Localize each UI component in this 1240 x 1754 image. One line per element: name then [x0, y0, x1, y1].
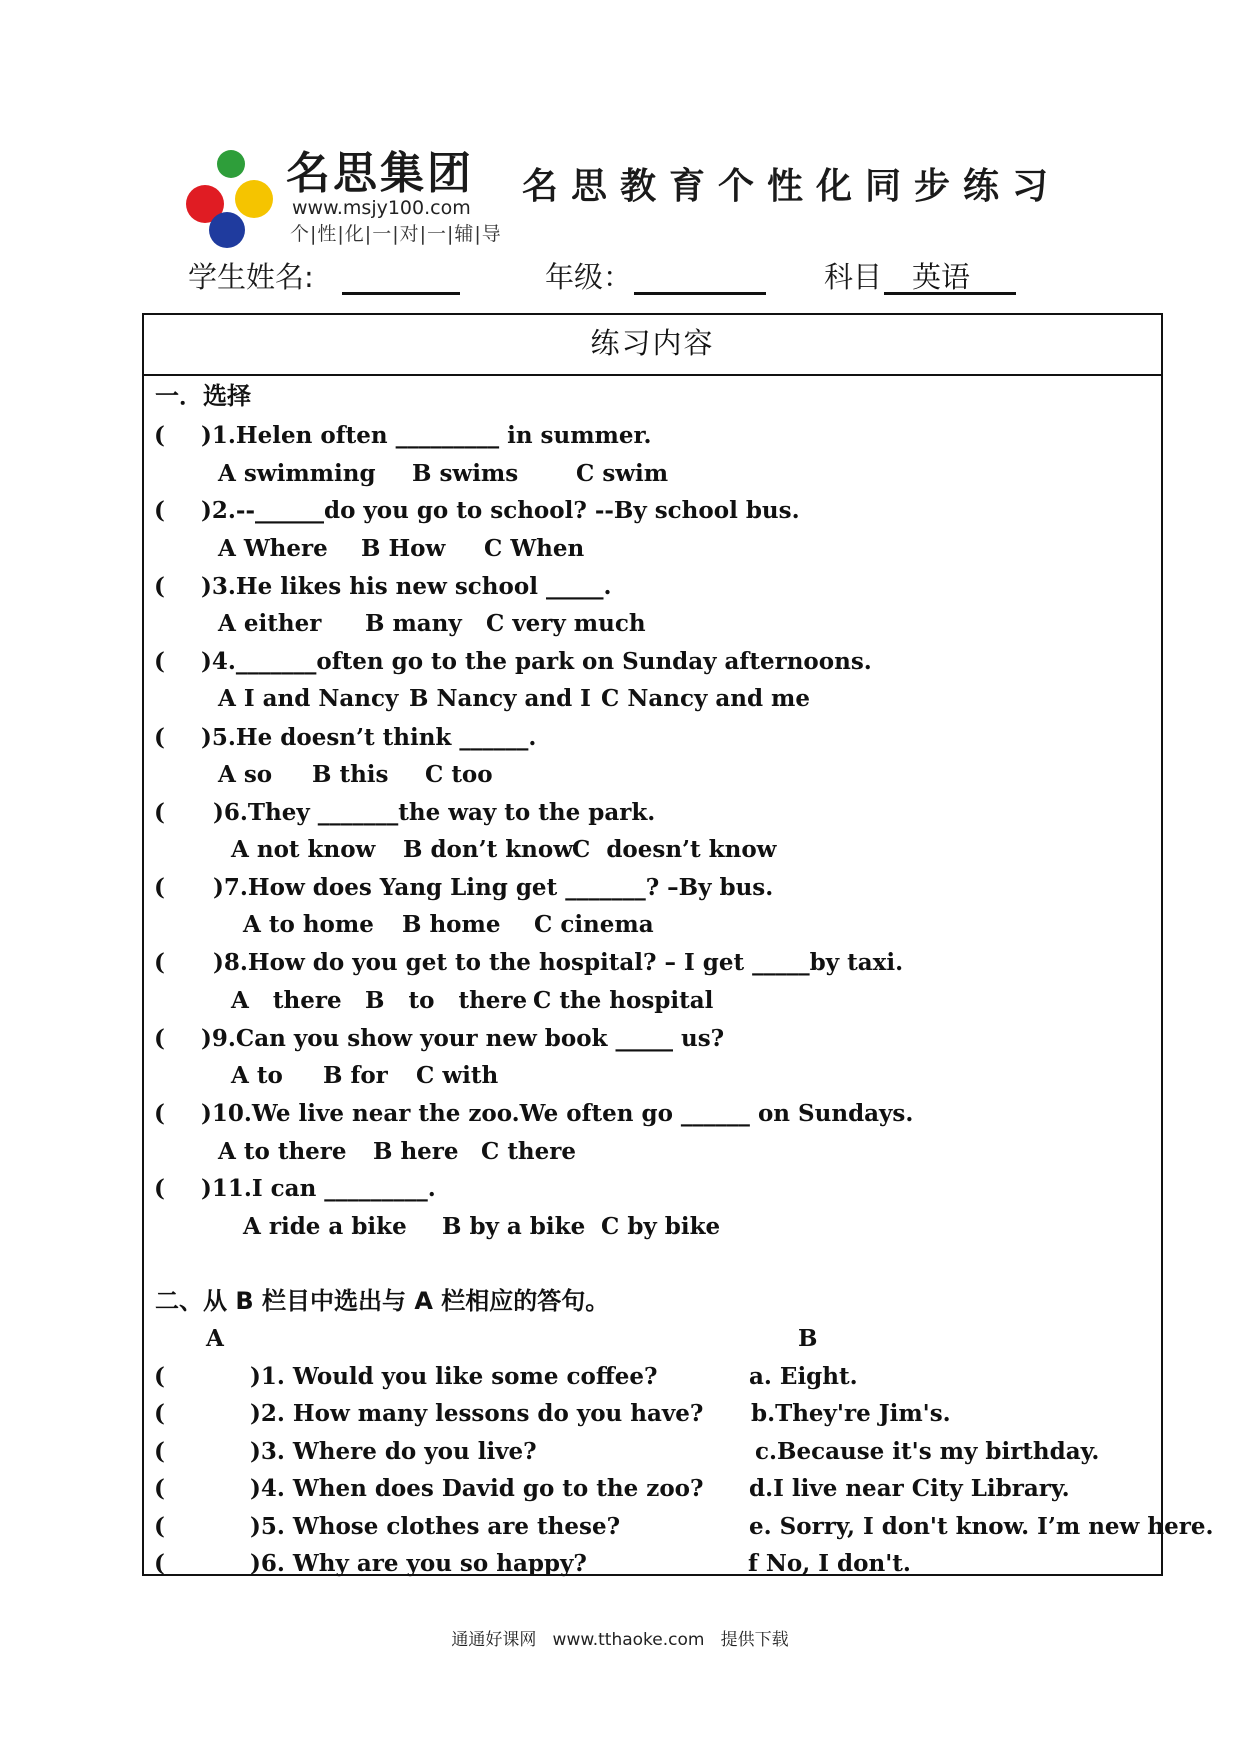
option-a: A either [218, 610, 322, 637]
option-a: A I and Nancy [218, 685, 399, 712]
option-b: B by a bike [442, 1213, 586, 1240]
option-b: B swims [412, 460, 519, 487]
grade-blank [634, 292, 766, 295]
option-c: C too [425, 761, 493, 788]
answer-paren: ( [154, 422, 165, 449]
question-text: )1.Helen often _________ in summer. [201, 422, 652, 449]
student-name-blank [342, 292, 460, 295]
option-a: A to home [243, 911, 374, 938]
option-a: A ride a bike [243, 1213, 407, 1240]
option-b: B here [373, 1138, 459, 1165]
match-answer: f No, I don't. [748, 1550, 911, 1577]
option-a: A Where [218, 535, 328, 562]
option-b: B for [323, 1062, 388, 1089]
logo-green-dot [217, 150, 245, 178]
footer-credit: 通通好课网 www.tthaoke.com 提供下载 [451, 1630, 789, 1650]
section-1-title: 一．选择 [155, 382, 251, 410]
answer-paren: ( [154, 1513, 165, 1540]
answer-paren: ( [154, 799, 165, 826]
section-2-title: 二、从 B 栏目中选出与 A 栏相应的答句。 [155, 1287, 610, 1315]
logo-icon [186, 150, 276, 248]
question-text: )9.Can you show your new book _____ us? [201, 1025, 725, 1052]
option-a: A to there [218, 1138, 347, 1165]
question-text: )6.They _______the way to the park. [213, 799, 656, 826]
match-question: )3. Where do you live? [250, 1438, 537, 1465]
question-text: )3.He likes his new school _____. [201, 573, 612, 600]
match-question: )5. Whose clothes are these? [250, 1513, 621, 1540]
answer-paren: ( [154, 1100, 165, 1127]
option-b: B home [402, 911, 501, 938]
answer-paren: ( [154, 1363, 165, 1390]
option-b: B Nancy and I [409, 685, 591, 712]
answer-paren: ( [154, 1475, 165, 1502]
match-question: )6. Why are you so happy? [250, 1550, 587, 1577]
answer-paren: ( [154, 874, 165, 901]
option-a: A swimming [218, 460, 376, 487]
question-text: )2.--______do you go to school? --By school bus. [201, 497, 800, 524]
brand-tagline: 个|性|化|一|对|一|辅|导 [290, 223, 502, 245]
option-b: B to there [365, 987, 528, 1014]
match-answer: a. Eight. [749, 1363, 858, 1390]
answer-paren: ( [154, 949, 165, 976]
match-answer: d.I live near City Library. [749, 1475, 1070, 1502]
question-text: )10.We live near the zoo.We often go ______ on Sundays. [201, 1100, 914, 1127]
question-text: )11.I can _________. [201, 1175, 436, 1202]
question-text: )5.He doesn’t think ______. [201, 724, 537, 751]
question-text: )7.How does Yang Ling get _______? –By bus. [213, 874, 774, 901]
answer-paren: ( [154, 1175, 165, 1202]
subject-label: 科目 [824, 260, 883, 294]
option-c: C by bike [601, 1213, 721, 1240]
option-c: C Nancy and me [601, 685, 811, 712]
match-question: )2. How many lessons do you have? [250, 1400, 704, 1427]
question-text: )8.How do you get to the hospital? – I get _____by taxi. [213, 949, 904, 976]
option-c: C there [481, 1138, 577, 1165]
option-a: A not know [231, 836, 376, 863]
answer-paren: ( [154, 497, 165, 524]
option-b: B many [365, 610, 462, 637]
column-a-header: A [206, 1325, 224, 1352]
option-a: A so [218, 761, 273, 788]
exercise-table-title: 练习内容 [590, 326, 715, 360]
match-answer: e. Sorry, I don't know. I’m new here. [749, 1513, 1214, 1540]
answer-paren: ( [154, 724, 165, 751]
option-b: B How [361, 535, 446, 562]
answer-paren: ( [154, 1400, 165, 1427]
answer-paren: ( [154, 1438, 165, 1465]
answer-paren: ( [154, 1550, 165, 1577]
student-name-label: 学生姓名: [188, 260, 314, 294]
match-answer: c.Because it's my birthday. [755, 1438, 1100, 1465]
subject-value: 英语 [912, 260, 971, 294]
option-b: B this [312, 761, 389, 788]
match-question: )4. When does David go to the zoo? [250, 1475, 704, 1502]
option-a: A to [231, 1062, 283, 1089]
grade-label: 年级： [545, 260, 633, 294]
option-c: C doesn’t know [572, 836, 777, 863]
option-c: C with [416, 1062, 499, 1089]
answer-paren: ( [154, 573, 165, 600]
exercise-table-header [142, 313, 1163, 376]
option-b: B don’t know [403, 836, 574, 863]
question-text: )4._______often go to the park on Sunday afternoons. [201, 648, 872, 675]
option-c: C cinema [534, 911, 654, 938]
brand-url: www.msjy100.com [292, 197, 471, 219]
option-c: C the hospital [533, 987, 714, 1014]
answer-paren: ( [154, 1025, 165, 1052]
column-b-header: B [798, 1325, 818, 1352]
brand-name: 名思集团 [286, 148, 474, 199]
logo-blue-dot [209, 212, 245, 248]
match-answer: b.They're Jim's. [751, 1400, 951, 1427]
match-question: )1. Would you like some coffee? [250, 1363, 658, 1390]
logo-yellow-dot [235, 180, 273, 218]
answer-paren: ( [154, 648, 165, 675]
option-c: C very much [486, 610, 646, 637]
document-title: 名思教育个性化同步练习 [522, 165, 1062, 207]
option-c: C When [484, 535, 585, 562]
option-a: A there [231, 987, 342, 1014]
option-c: C swim [576, 460, 669, 487]
